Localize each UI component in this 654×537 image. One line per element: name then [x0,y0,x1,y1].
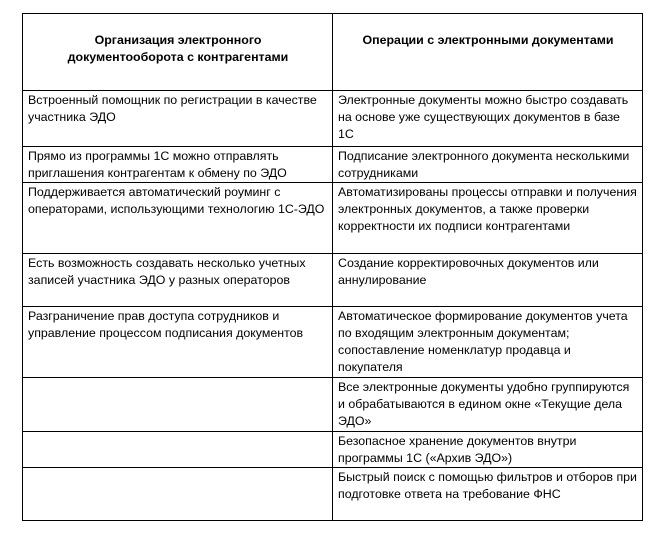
cell-operations: Безопасное хранение документов внутри программы 1С («Архив ЭДО») [333,432,643,468]
table-row [23,378,643,432]
features-table [22,13,643,521]
table-row [23,468,643,521]
cell-operations: Быстрый поиск с помощью фильтров и отборов при подготовке ответа на требование ФНС [333,468,643,521]
table-row [23,254,643,307]
cell-organization-empty [23,432,333,468]
cell-organization: Прямо из программы 1С можно отправлять приглашения контрагентам к обмену по ЭДО [23,147,333,183]
cell-operations: Создание корректировочных документов или аннулирование [333,254,643,307]
cell-operations: Электронные документы можно быстро создавать на основе уже существующих документов в базе 1С [333,91,643,147]
cell-organization-empty [23,378,333,432]
table-row [23,147,643,183]
header-edo-organization [23,14,333,91]
cell-operations: Автоматическое формирование документов учета по входящим электронным документам; сопоставление номенклатур продавца и покупателя [333,307,643,378]
header-document-operations-text: Операции с электронными документами [362,33,614,47]
table-row [23,91,643,147]
cell-organization: Есть возможность создавать несколько учетных записей участника ЭДО у разных операторов [23,254,333,307]
cell-operations: Автоматизированы процессы отправки и получения электронных документов, а также проверки корректности их подписи контрагентами [333,183,643,254]
cell-operations: Все электронные документы удобно группируются и обрабатываются в едином окне «Текущие дела ЭДО» [333,378,643,432]
cell-operations: Подписание электронного документа несколькими сотрудниками [333,147,643,183]
table-row [23,432,643,468]
table-row [23,183,643,254]
table-row [23,307,643,378]
cell-organization: Разграничение прав доступа сотрудников и управление процессом подписания документов [23,307,333,378]
cell-organization: Поддерживается автоматический роуминг с операторами, использующими технологию 1С-ЭДО [23,183,333,254]
cell-organization: Встроенный помощник по регистрации в качестве участника ЭДО [23,91,333,147]
cell-organization-empty [23,468,333,521]
header-edo-organization-text: Организация электронного документооборота с контрагентами [67,33,289,64]
header-document-operations [333,14,643,91]
table-header-row [23,14,643,91]
